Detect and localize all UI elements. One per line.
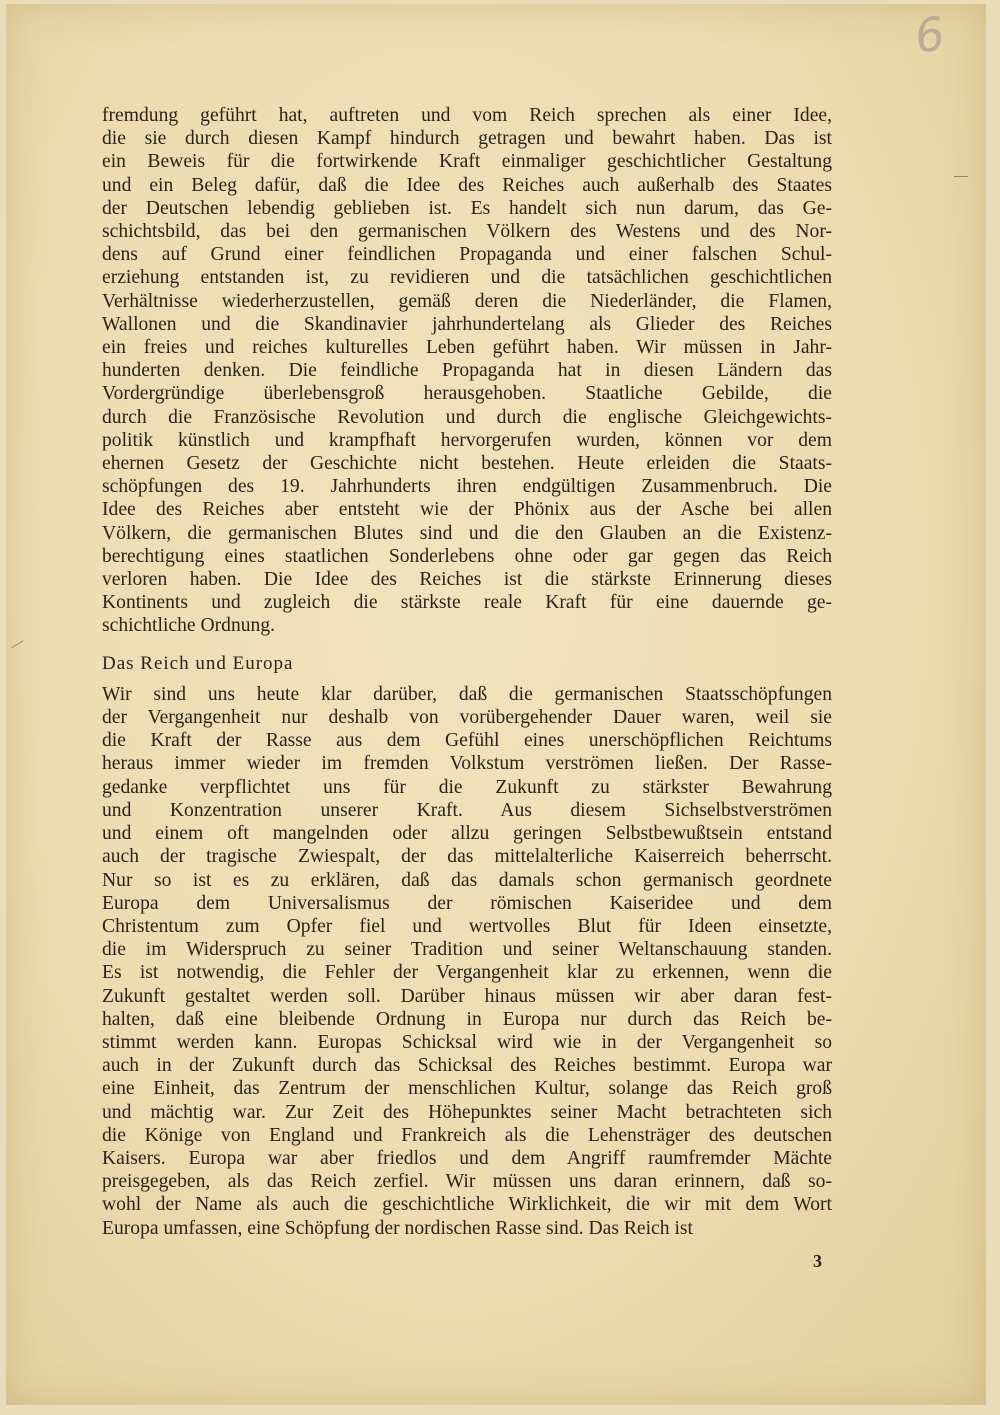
text-line: und einem oft mangelnden oder allzu geringen Selbstbewußtsein entstand (102, 823, 832, 845)
text-line: dens auf Grund einer feindlichen Propaganda und einer falschen Schul- (102, 244, 832, 266)
text-line: die im Widerspruch zu seiner Tradition und seiner Weltanschauung standen. (102, 939, 832, 961)
text-line: die Könige von England und Frankreich als die Lehensträger des deutschen (102, 1124, 832, 1146)
text-line: Vordergründige überlebensgroß herausgehoben. Staatliche Gebilde, die (102, 383, 832, 405)
text-line: berechtigung eines staatlichen Sonderlebens ohne oder gar gegen das Reich (102, 545, 832, 567)
text-line: eine Einheit, das Zentrum der menschlichen Kultur, solange das Reich groß (102, 1078, 832, 1100)
text-line: Zukunft gestaltet werden soll. Darüber hinaus müssen wir aber daran fest- (102, 985, 832, 1007)
text-line: hunderten denken. Die feindliche Propaganda hat in diesen Ländern das (102, 360, 832, 382)
text-line: Völkern, die germanischen Blutes sind und die den Glauben an die Existenz- (102, 522, 832, 544)
text-line: Idee des Reiches aber entsteht wie der Phönix aus der Asche bei allen (102, 499, 832, 521)
text-line: Nur so ist es zu erklären, daß das damals schon germanisch geordnete (102, 869, 832, 891)
text-line: ein freies und reiches kulturelles Leben geführt haben. Wir müssen in Jahr- (102, 337, 832, 359)
text-line: und Konzentration unserer Kraft. Aus diesem Sichselbstverströmen (102, 799, 832, 821)
body-text (102, 104, 832, 1240)
text-line: der Vergangenheit nur deshalb von vorübergehender Dauer waren, weil sie (102, 707, 832, 729)
text-line: die sie durch diesen Kampf hindurch getragen und bewahrt haben. Das ist (102, 128, 832, 150)
text-line: und ein Beleg dafür, daß die Idee des Reiches auch außerhalb des Staates (102, 174, 832, 196)
text-line: Christentum zum Opfer fiel und wertvolles Blut für Ideen einsetzte, (102, 915, 832, 937)
text-line: Europa dem Universalismus der römischen Kaiseridee und dem (102, 892, 832, 914)
text-line: Verhältnisse wiederherzustellen, gemäß deren die Niederländer, die Flamen, (102, 290, 832, 312)
text-line: und mächtig war. Zur Zeit des Höhepunktes seiner Macht betrachteten sich (102, 1101, 832, 1123)
text-line: erziehung entstanden ist, zu revidieren und die tatsächlichen geschichtlichen (102, 267, 832, 289)
text-line: fremdung geführt hat, auftreten und vom Reich sprechen als einer Idee, (102, 105, 832, 126)
text-line: Wir sind uns heute klar darüber, daß die germanischen Staatsschöpfungen (102, 683, 832, 705)
text-line: heraus immer wieder im fremden Volkstum verströmen ließen. Der Rasse- (102, 753, 832, 775)
paragraph-2 (102, 683, 832, 1240)
text-line: halten, daß eine bleibende Ordnung in Europa nur durch das Reich be- (102, 1008, 832, 1030)
document-page (6, 4, 986, 1405)
text-line: wohl der Name als auch die geschichtliche Wirklichkeit, die wir mit dem Wort (102, 1194, 832, 1216)
text-line: auch in der Zukunft durch das Schicksal des Reiches bestimmt. Europa war (102, 1055, 832, 1077)
text-line: Kontinents und zugleich die stärkste reale Kraft für eine dauernde ge- (102, 592, 832, 614)
text-line: der Deutschen lebendig geblieben ist. Es handelt sich nun darum, das Ge- (102, 197, 832, 219)
text-line: die Kraft der Rasse aus dem Gefühl eines unerschöpflichen Reichtums (102, 730, 832, 752)
margin-mark (11, 641, 24, 649)
text-line: Kaisers. Europa war aber friedlos und dem Angriff raumfremder Mächte (102, 1147, 832, 1169)
paragraph-1 (102, 104, 832, 638)
text-line: ein Beweis für die fortwirkende Kraft einmaliger geschichtlicher Gestaltung (102, 151, 832, 173)
text-line: Europa umfassen, eine Schöpfung der nordischen Rasse sind. Das Reich ist (102, 1217, 693, 1239)
text-line: Es ist notwendig, die Fehler der Vergangenheit klar zu erkennen, wenn die (102, 962, 832, 984)
section-heading: Das Reich und Europa (102, 652, 294, 674)
text-line: ehernen Gesetz der Geschichte nicht bestehen. Heute erleiden die Staats- (102, 453, 832, 475)
text-line: schöpfungen des 19. Jahrhunderts ihren endgültigen Zusammenbruch. Die (102, 476, 832, 498)
pencil-page-mark: 6 (911, 6, 948, 64)
text-line: auch der tragische Zwiespalt, der das mittelalterliche Kaiserreich beherrscht. (102, 846, 832, 868)
text-line: schichtliche Ordnung. (102, 615, 276, 637)
text-line: verloren haben. Die Idee des Reiches ist die stärkste Erinnerung dieses (102, 569, 832, 591)
text-line: politik künstlich und krampfhaft hervorgerufen wurden, können vor dem (102, 429, 832, 451)
page-number: 3 (813, 1251, 822, 1271)
text-line: stimmt werden kann. Europas Schicksal wird wie in der Vergangenheit so (102, 1031, 832, 1053)
text-line: preisgegeben, als das Reich zerfiel. Wir müssen uns daran erinnern, daß so- (102, 1171, 832, 1193)
margin-mark (954, 176, 968, 177)
text-line: Wallonen und die Skandinavier jahrhundertelang als Glieder des Reiches (102, 313, 832, 335)
text-line: durch die Französische Revolution und durch die englische Gleichgewichts- (102, 406, 832, 428)
text-line: gedanke verpflichtet uns für die Zukunft zu stärkster Bewahrung (102, 776, 832, 798)
text-line: schichtsbild, das bei den germanischen Völkern des Westens und des Nor- (102, 221, 832, 243)
